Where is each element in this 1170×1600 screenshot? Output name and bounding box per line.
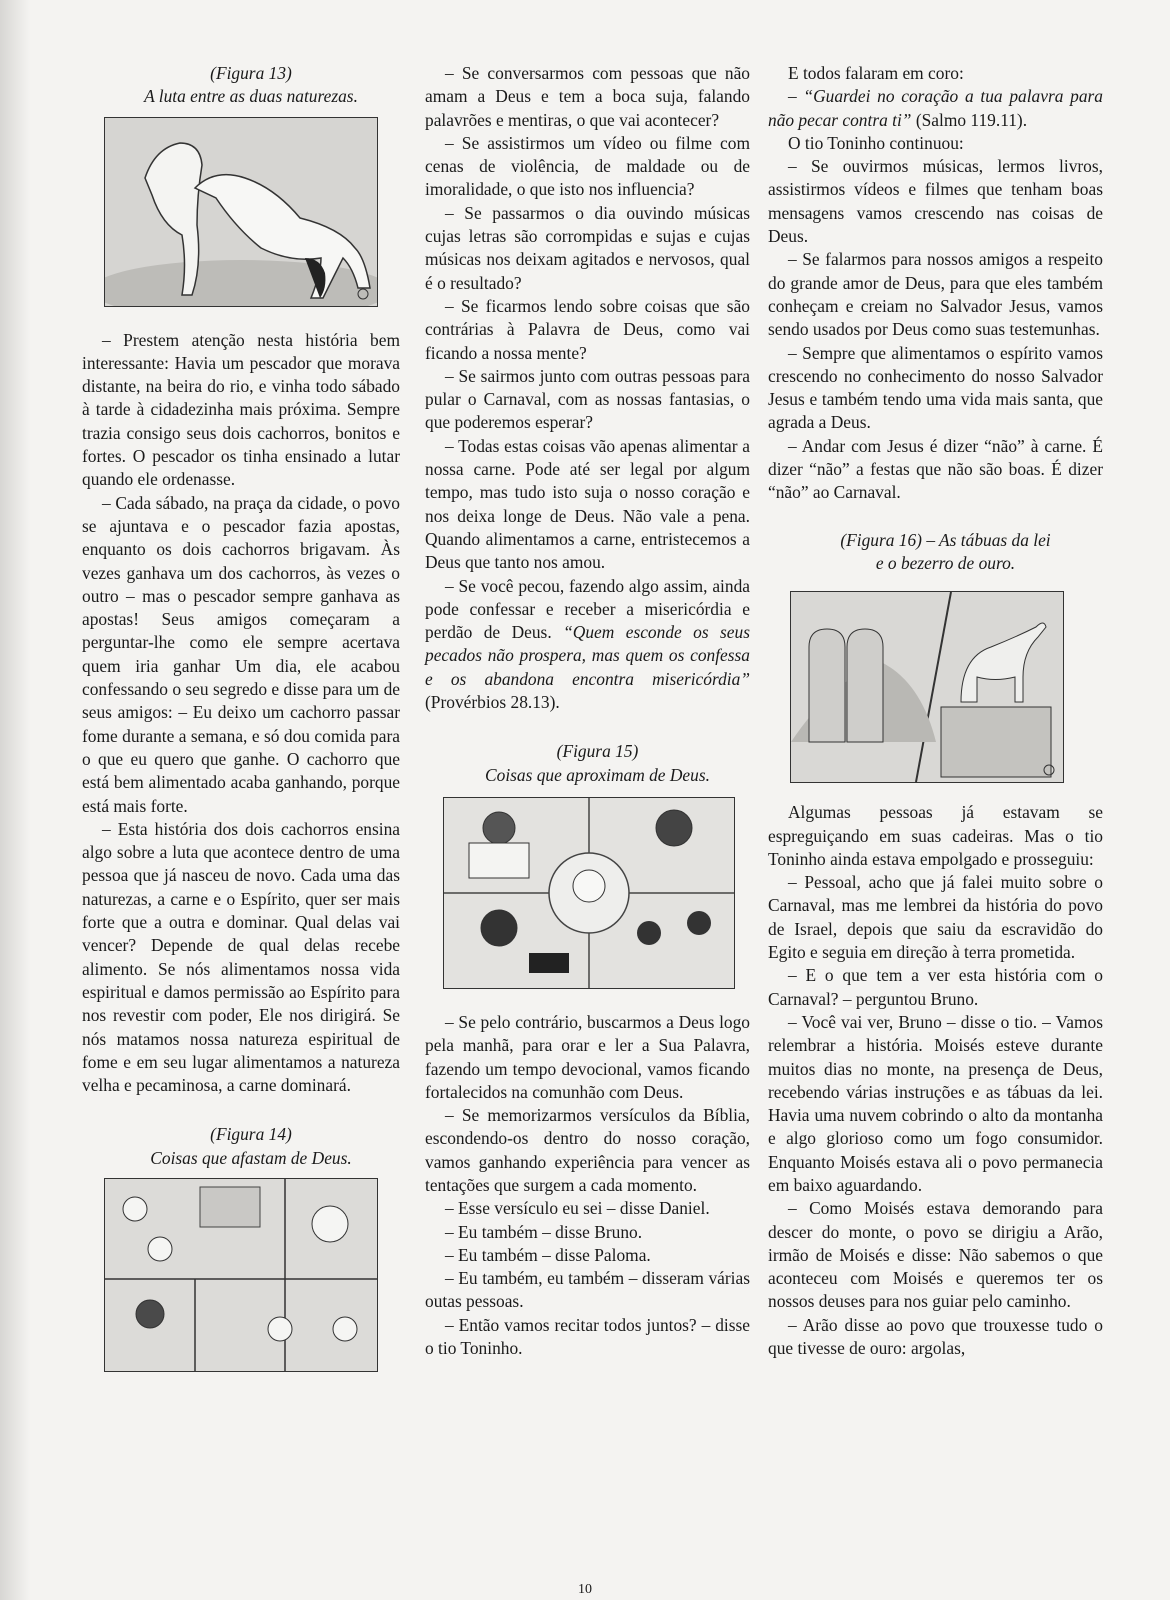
paragraph: – Sempre que alimentamos o espírito vamos crescendo no conhecimento do nosso Salvador Jesus e também tendo uma vida mais santa, que agrada a Deus. (768, 342, 1103, 433)
column-2 (425, 62, 750, 1360)
dialogue-line: – Então vamos recitar todos juntos? – disse o tio Toninho. (425, 1314, 750, 1359)
paragraph: – Se falarmos para nossos amigos a respeito do grande amor de Deus, para que eles também conheçam e creiam no Salvador Jesus, vamos sendo usados por Deus como suas testemunhas. (768, 249, 1103, 340)
paragraph: – Se ficarmos lendo sobre coisas que são contrárias à Palavra de Deus, como vai ficando a nossa mente? (425, 295, 750, 363)
paragraph: – Você vai ver, Bruno – disse o tio. – Vamos relembrar a história. Moisés esteve durante muitos dias no monte, na presença de Deus, recebendo várias instruções e as tábuas da lei. Havia uma nuvem cobrindo o alto da montanha e algo glorioso como um fogo consumidor. Enquanto Moisés estava ali o povo permanecia em baixo aguardando. (768, 1011, 1103, 1195)
column-1 (82, 62, 400, 1372)
page-edge-shadow (0, 0, 30, 1600)
figure-14-title: Coisas que afastam de Deus. (150, 1147, 352, 1168)
dialogue-line: – Eu também, eu também – disseram várias outas pessoas. (425, 1268, 750, 1312)
figure-16-title-line1: (Figura 16) – As tábuas da lei (840, 529, 1051, 550)
figure-14-number: (Figura 14) (210, 1124, 292, 1145)
psalm-paragraph (768, 85, 1103, 132)
paragraph: – Andar com Jesus é dizer “não” à carne. É dizer “não” a festas que não são boas. É dizer “não” ao Carnaval. (768, 435, 1103, 503)
column-3 (768, 62, 1103, 1360)
paragraph: – Esta história dos dois cachorros ensina algo sobre a luta que acontece dentro de uma pessoa que já nasceu de novo. Cada uma das naturezas, a carne e o Espírito, quer ser mais forte que a outra e dominar. Qual delas vai vencer? Depende de qual delas recebe alimento. Se nós alimentamos nossa vida espiritual e damos permissão ao Espírito para nos revestir com poder, Ele nos dirigirá. Se nós matamos nossa natureza espiritual de fome e em seu lugar alimentamos a natureza velha e pecaminosa, a carne dominará. (82, 818, 400, 1096)
paragraph: – Como Moisés estava demorando para descer do monte, o povo se dirigiu a Arão, irmão de Moisés e disse: Não sabemos o que aconteceu com Moisés e queremos ter os nossos deuses para nos guiar pelo caminho. (768, 1198, 1103, 1312)
confession-lead: – Se você pecou, fazendo algo assim, ainda pode confessar e receber a misericórdia e perdão de Deus. (425, 575, 750, 643)
paragraph: – Se sairmos junto com outras pessoas para pular o Carnaval, com as nossas fantasias, o que poderemos esperar? (425, 365, 750, 433)
figure-14-collage (104, 1178, 378, 1372)
paragraph: – Se ouvirmos músicas, lermos livros, assistirmos vídeos e filmes que tenham boas mensagens vamos crescendo nas coisas de Deus. (768, 156, 1103, 247)
dialogue-line: – Esse versículo eu sei – disse Daniel. (445, 1198, 710, 1219)
figure-15-title: Coisas que aproximam de Deus. (485, 764, 710, 785)
paragraph: E todos falaram em coro: (788, 63, 964, 83)
figure-15-collage (443, 797, 735, 989)
psalm-reference: (Salmo 119.11). (911, 109, 1028, 130)
paragraph: O tio Toninho continuou: (788, 132, 964, 153)
paragraph: – Se passarmos o dia ouvindo músicas cujas letras são corrompidas e sujas e cujas músicas nos deixam agitados e nervosos, qual é o resultado? (425, 202, 750, 293)
figure-16-title-line2: e o bezerro de ouro. (875, 552, 1016, 573)
paragraph: – E o que tem a ver esta história com o Carnaval? – perguntou Bruno. (768, 965, 1103, 1009)
paragraph: – Cada sábado, na praça da cidade, o povo se ajuntava e o pescador fazia apostas, enquanto os dois cachorros brigavam. Às vezes ganhava um dos cachorros, às vezes o outro – mas o pescador sempre ganhava as apostas! Seus amigos começaram a perguntar-lhe como ele sempre acertava quem iria ganhar Um dia, ele acabou confessando o seu segredo e disse para um de seus amigos: – Eu deixo um cachorro passar fome durante a semana, e só dou comida para o que eu quero que ganhe. O cachorro que está bem alimentado acaba ganhando, porque está mais forte. (82, 492, 400, 816)
paragraph: – Arão disse ao povo que trouxesse tudo o que tivesse de ouro: argolas, (768, 1314, 1103, 1359)
figure-13-dogs-fighting (104, 117, 378, 307)
paragraph: – Pessoal, acho que já falei muito sobre o Carnaval, mas me lembrei da história do povo de Israel, depois que saiu da escravidão do Egito e seguia em direção à terra prometida. (768, 872, 1103, 963)
figure-13-number: (Figura 13) (210, 63, 292, 83)
paragraph: – Se assistirmos um vídeo ou filme com cenas de violência, de maldade ou de imoralidade, o que isto nos influencia? (425, 132, 750, 200)
paragraph: – Se conversarmos com pessoas que não amam a Deus e tem a boca suja, falando palavrões e mentiras, o que vai acontecer? (425, 63, 750, 130)
proverbs-reference: (Provérbios 28.13). (425, 692, 560, 713)
confession-paragraph (425, 575, 750, 715)
figure-15-number: (Figura 15) (556, 741, 639, 762)
dialogue-line: – Eu também – disse Bruno. (445, 1221, 643, 1242)
paragraph: – Se pelo contrário, buscarmos a Deus logo pela manhã, para orar e ler a Sua Palavra, fazendo um tempo devocional, vamos ficando fortalecidos na comunhão com Deus. (425, 1011, 750, 1102)
proverbs-quote: “Quem esconde os seus pecados não prospera, mas quem os confessa e os abandona encontra misericórdia” (425, 622, 750, 689)
figure-13-title: A luta entre as duas naturezas. (144, 86, 358, 107)
dialogue-line: – Eu também – disse Paloma. (445, 1244, 651, 1265)
psalm-quote: – “Guardei no coração a tua palavra para não pecar contra ti” (768, 86, 1103, 130)
paragraph: – Prestem atenção nesta história bem interessante: Havia um pescador que morava distante, na beira do rio, e vinha todo sábado à tarde à cidadezinha mais próxima. Sempre trazia consigo seus dois cachorros, bonitos e fortes. O pescador os tinha ensinado a lutar quando ele ordenasse. (82, 329, 400, 490)
paragraph: – Todas estas coisas vão apenas alimentar a nossa carne. Pode até ser legal por algum tempo, mas tudo isto suja o nosso coração e nos deixa longe de Deus. Não vale a pena. Quando alimentamos a carne, entristecemos a Deus que tanto nos amou. (425, 435, 750, 573)
paragraph: Algumas pessoas já estavam se espreguiçando em suas cadeiras. Mas o tio Toninho ainda estava empolgado e prosseguiu: (768, 802, 1103, 869)
page-number: 10 (578, 1582, 592, 1597)
paragraph: – Se memorizarmos versículos da Bíblia, escondendo-os dentro do nosso coração, vamos ganhando experiência para vencer as tentações que surgem a cada momento. (425, 1105, 750, 1195)
figure-16-tablets-and-calf (790, 591, 1064, 783)
